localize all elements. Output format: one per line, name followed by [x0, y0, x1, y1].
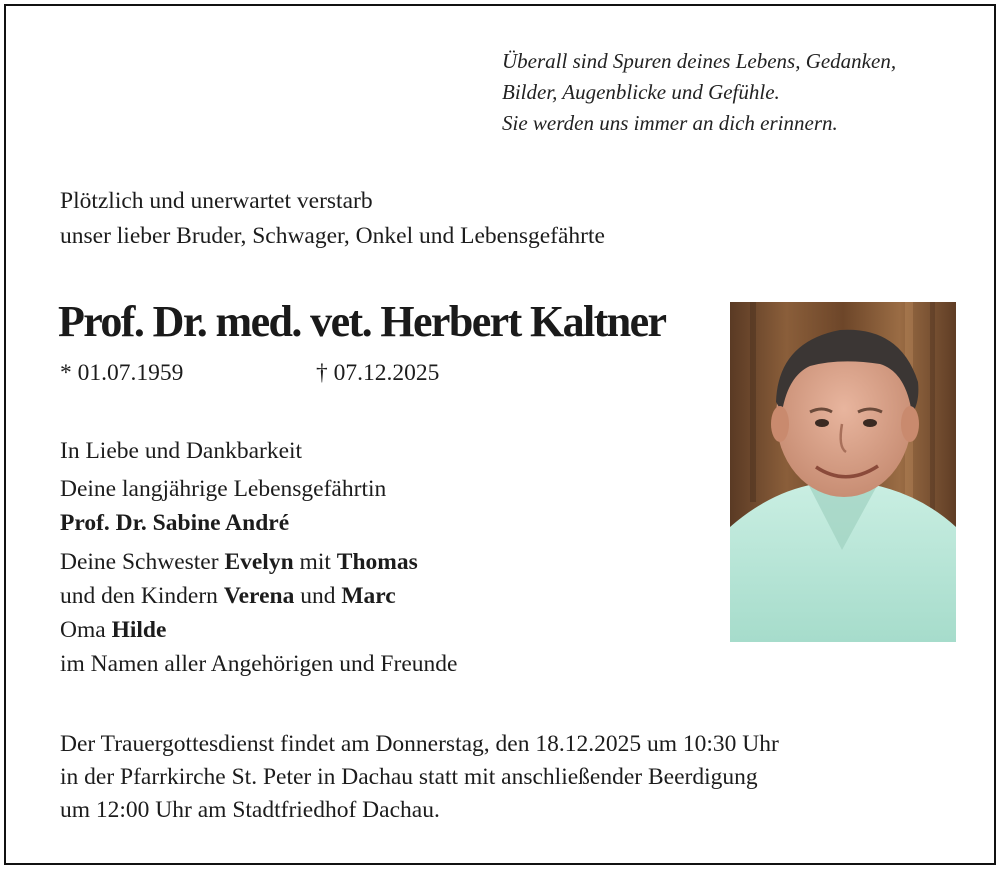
quote-line-3: Sie werden uns immer an dich erinnern. [502, 111, 838, 135]
children-und: und [300, 582, 336, 609]
child-name-1: Verena [223, 582, 295, 609]
service-line-1: Der Trauergottesdienst findet am Donnerstag, den 18.12.2025 um 10:30 Uhr [60, 731, 779, 757]
service-line-3: um 12:00 Uhr am Stadtfriedhof Dachau. [60, 797, 440, 823]
partner-label: Deine langjährige Lebensgefährtin [60, 476, 387, 503]
sister-prefix: Deine Schwester [60, 548, 219, 575]
quote-line-2: Bilder, Augenblicke und Gefühle. [502, 80, 780, 104]
portrait-photo [730, 302, 956, 642]
partner-name: Prof. Dr. Sabine André [60, 510, 290, 537]
grandma-name: Hilde [111, 617, 167, 644]
sister-line [60, 545, 457, 579]
sister-name: Evelyn [224, 548, 294, 575]
mourners-opening: In Liebe und Dankbarkeit [60, 438, 303, 464]
grandma-line [60, 613, 457, 647]
mourners-closing: im Namen aller Angehörigen und Freunde [60, 651, 458, 678]
children-prefix: und den Kindern [60, 582, 218, 609]
intro-text [60, 184, 605, 254]
funeral-service-info [60, 728, 779, 827]
quote-line-1: Überall sind Spuren deines Lebens, Gedanken, [502, 49, 897, 73]
brother-in-law-name: Thomas [336, 548, 418, 575]
children-line [60, 579, 457, 613]
child-name-2: Marc [341, 582, 396, 609]
deceased-name: Prof. Dr. med. vet. Herbert Kaltner [58, 297, 666, 346]
intro-line-2: unser lieber Bruder, Schwager, Onkel und Lebensgefährte [60, 223, 605, 249]
service-line-2: in der Pfarrkirche St. Peter in Dachau statt mit anschließender Beerdigung [60, 764, 758, 790]
birth-date: * 01.07.1959 [60, 360, 184, 386]
mourners-block [60, 434, 457, 681]
memorial-quote [502, 46, 972, 139]
sister-mit: mit [299, 548, 331, 575]
intro-line-1: Plötzlich und unerwartet verstarb [60, 188, 373, 214]
grandma-prefix: Oma [60, 617, 106, 644]
death-date: † 07.12.2025 [316, 360, 440, 386]
